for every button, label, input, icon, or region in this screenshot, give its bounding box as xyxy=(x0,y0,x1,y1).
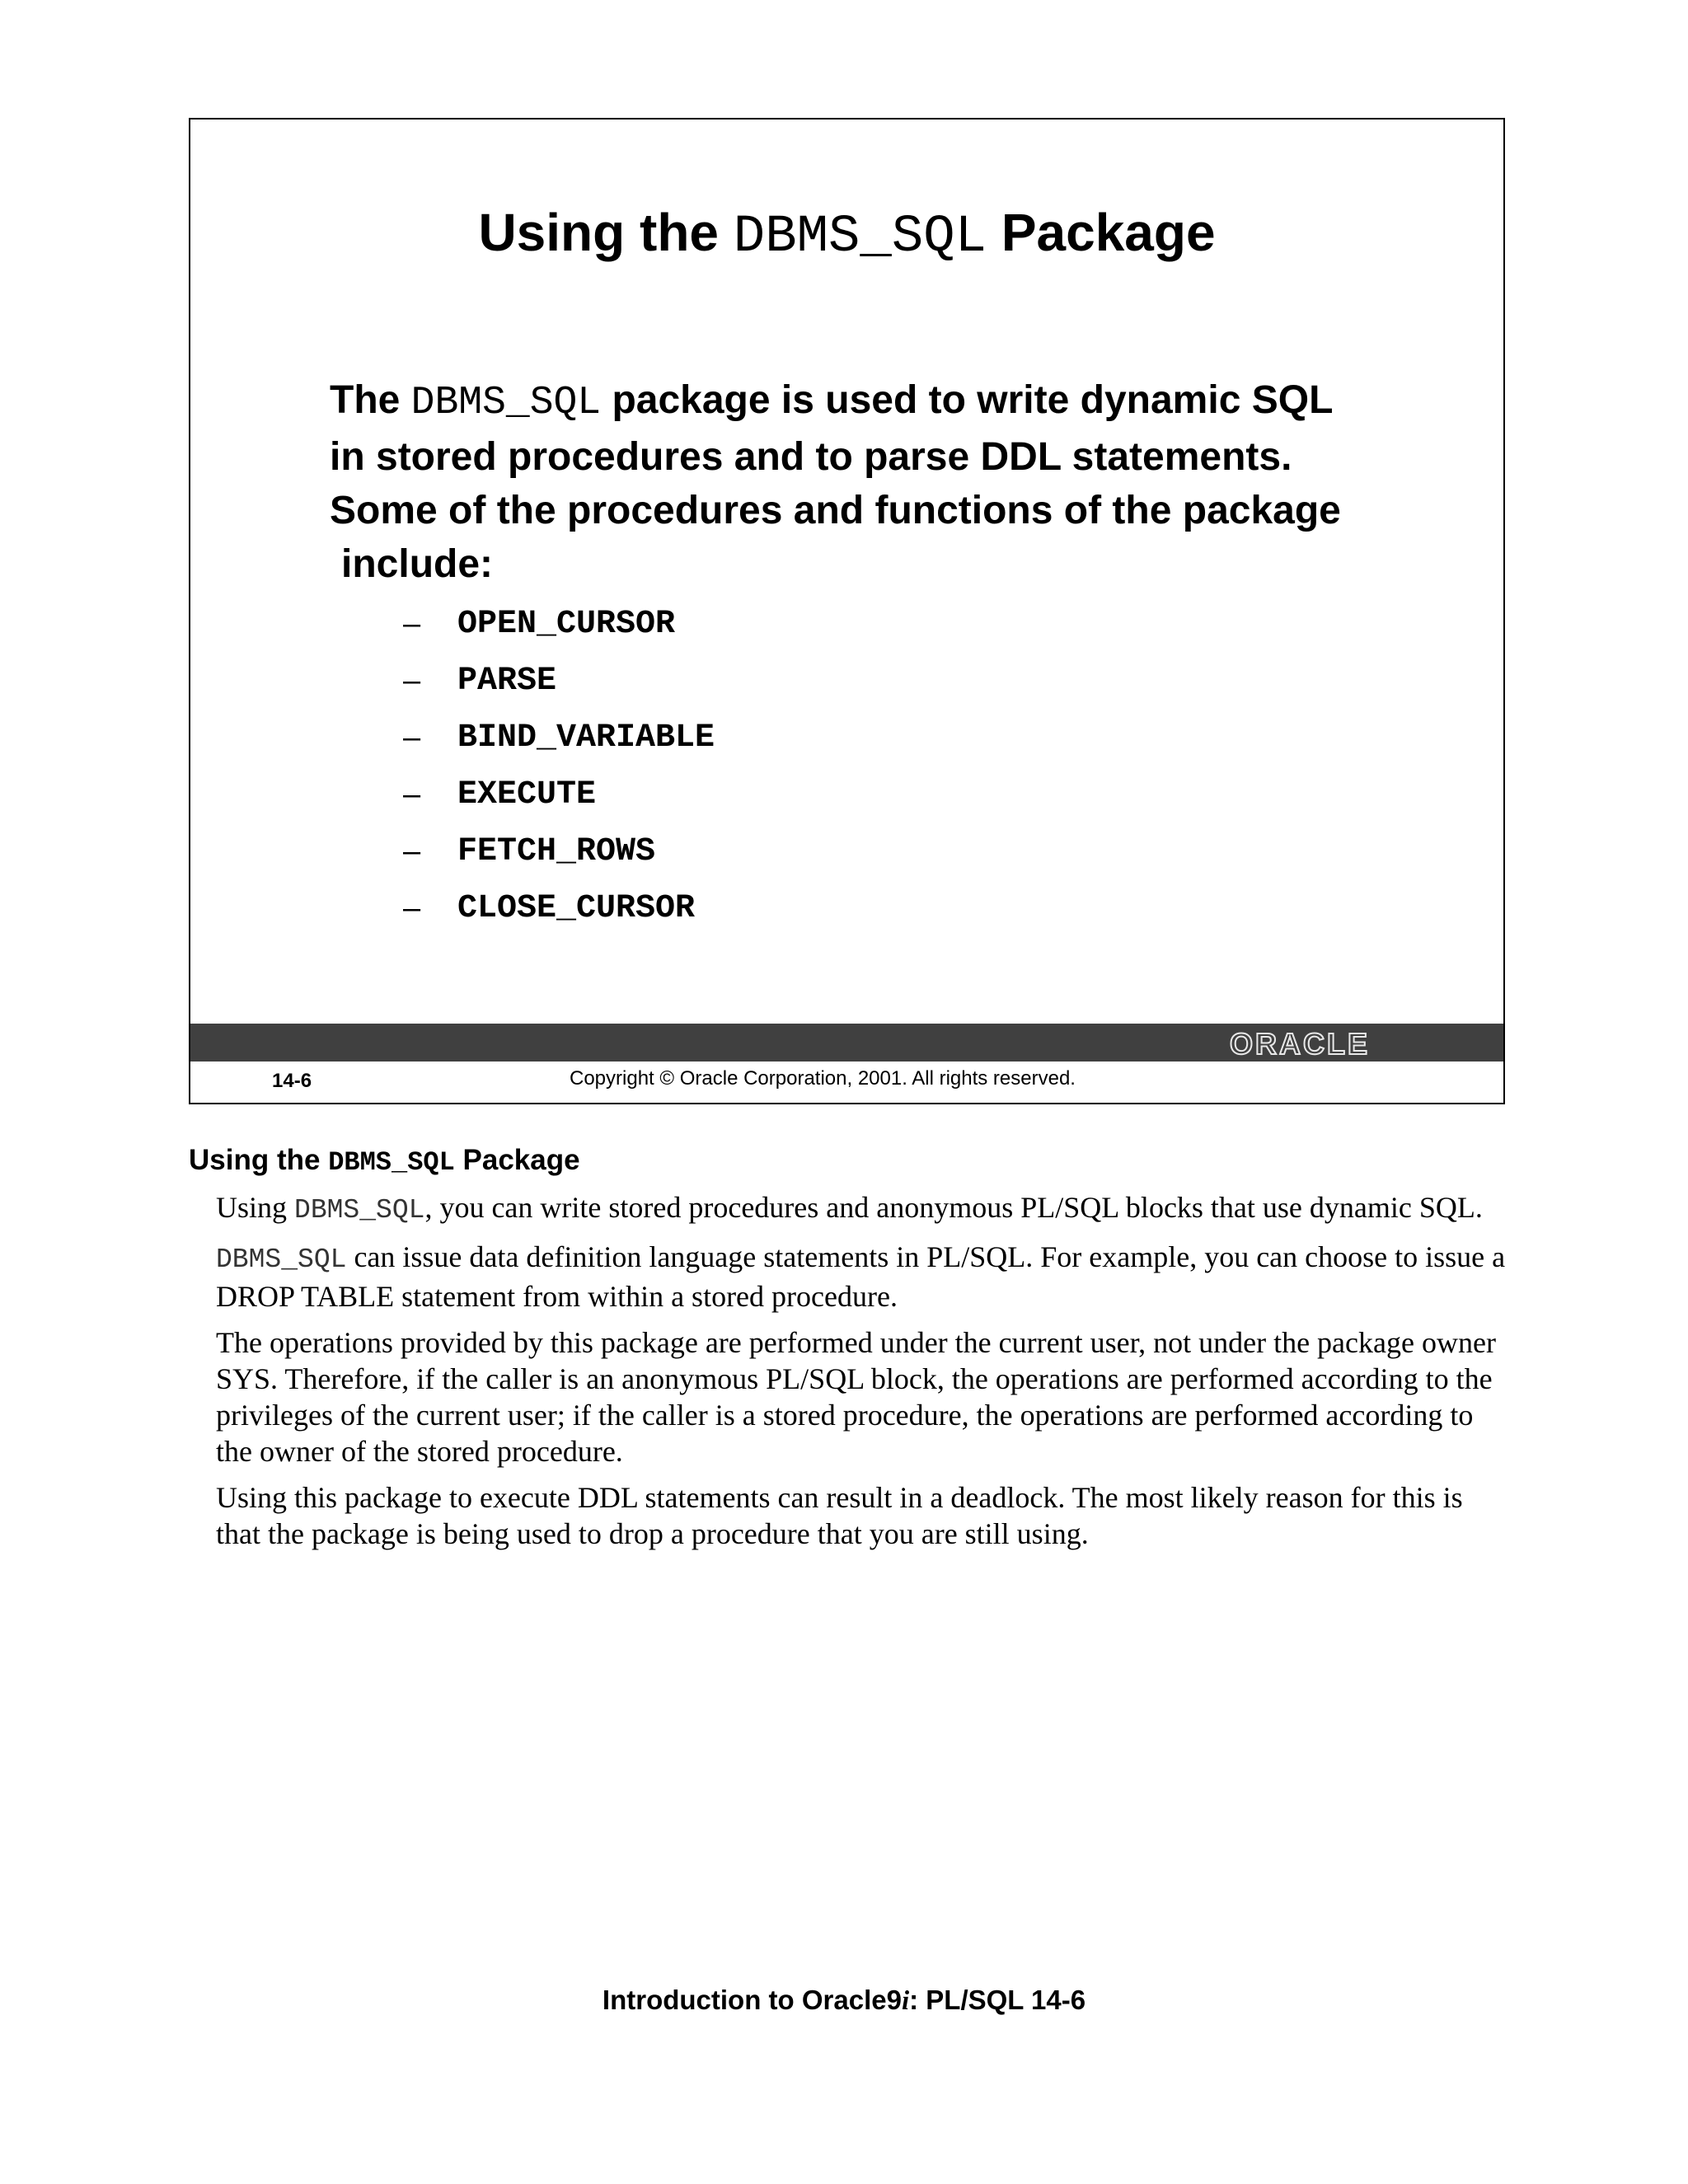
p1-code: DBMS_SQL xyxy=(294,1195,425,1226)
notes-paragraph-4: Using this package to execute DDL statements can result in a deadlock. The most likely reason for this is that the package is being used to drop a procedure that you are still using. xyxy=(216,1481,1463,1550)
page-footer-post: : PL/SQL 14-6 xyxy=(909,1985,1086,2015)
procedure-name: EXECUTE xyxy=(457,776,597,813)
slide-intro xyxy=(330,373,1401,591)
procedure-list xyxy=(403,596,715,937)
page-footer xyxy=(0,1985,1688,2017)
copyright-notice: Copyright © Oracle Corporation, 2001. All rights reserved. xyxy=(570,1067,1076,1090)
p1-pre: Using xyxy=(216,1191,295,1224)
dash-bullet: – xyxy=(403,720,421,755)
notes-paragraph-3: The operations provided by this package are performed under the current user, not under the package owner SYS. Therefore, if the caller is an anonymous PL/SQL block, the operations are performed according to the privileges of the current user; if the caller is a stored procedure, the operations are performed according to the owner of the stored procedure. xyxy=(216,1326,1496,1468)
notes-paragraph-1 xyxy=(216,1189,1510,1229)
notes-body xyxy=(216,1189,1510,1562)
intro-line-4: include: xyxy=(341,542,494,586)
notes-heading xyxy=(189,1144,580,1178)
list-item xyxy=(403,653,715,710)
procedure-name: FETCH_ROWS xyxy=(457,833,656,870)
page-footer-pre: Introduction to Oracle9 xyxy=(602,1985,902,2015)
intro-line-1-post: package is used to write dynamic SQL xyxy=(601,378,1334,422)
slide-number: 14-6 xyxy=(272,1070,312,1092)
p2-post: can issue data definition language statements in PL/SQL. For example, you can choose to issue a DROP TABLE statement from within a stored procedure. xyxy=(216,1240,1506,1313)
p2-code: DBMS_SQL xyxy=(216,1244,347,1275)
slide-title xyxy=(190,202,1503,267)
dash-bullet: – xyxy=(403,777,421,812)
intro-line-1-pre: The xyxy=(330,378,411,422)
slide-title-code: DBMS_SQL xyxy=(733,208,987,267)
procedure-name: OPEN_CURSOR xyxy=(457,606,676,643)
dash-bullet: – xyxy=(403,607,421,641)
list-item xyxy=(403,596,715,653)
slide-title-text: Using the xyxy=(478,203,734,262)
page-footer-italic: i xyxy=(901,1986,910,2016)
notes-heading-post: Package xyxy=(454,1144,580,1176)
p1-post: , you can write stored procedures and anonymous PL/SQL blocks that use dynamic SQL. xyxy=(424,1191,1483,1224)
intro-line-2: in stored procedures and to parse DDL statements. xyxy=(330,435,1292,479)
list-item xyxy=(403,710,715,766)
list-item xyxy=(403,823,715,880)
intro-line-3: Some of the procedures and functions of the package xyxy=(330,489,1341,532)
notes-heading-code: DBMS_SQL xyxy=(328,1147,455,1178)
dash-bullet: – xyxy=(403,891,421,926)
notes-paragraph-2 xyxy=(216,1239,1510,1315)
list-item xyxy=(403,880,715,937)
intro-line-1 xyxy=(330,373,1401,430)
notes-heading-pre: Using the xyxy=(189,1144,329,1176)
oracle-logo: ORACLE xyxy=(1230,1027,1370,1061)
dash-bullet: – xyxy=(403,834,421,869)
dash-bullet: – xyxy=(403,663,421,698)
list-item xyxy=(403,766,715,823)
slide-frame xyxy=(189,118,1505,1104)
slide-footer-bar xyxy=(190,1024,1503,1062)
procedure-name: PARSE xyxy=(457,663,557,700)
procedure-name: CLOSE_CURSOR xyxy=(457,890,696,927)
slide-title-text-end: Package xyxy=(987,203,1216,262)
procedure-name: BIND_VARIABLE xyxy=(457,719,715,757)
intro-line-1-code: DBMS_SQL xyxy=(410,381,602,425)
